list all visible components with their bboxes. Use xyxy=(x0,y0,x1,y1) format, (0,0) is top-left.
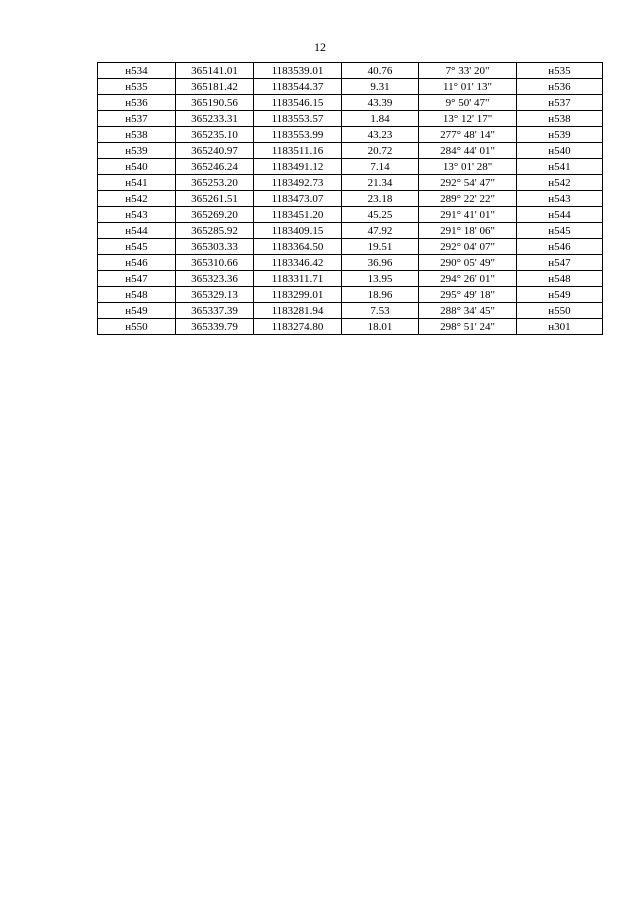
bearing-cell: 291° 18' 06" xyxy=(419,223,517,239)
point-to-cell: н549 xyxy=(517,287,603,303)
point-from-cell: н543 xyxy=(98,207,176,223)
distance-cell: 45.25 xyxy=(342,207,419,223)
table-row xyxy=(98,79,603,95)
table-row xyxy=(98,255,603,271)
bearing-cell: 7° 33' 20" xyxy=(419,63,517,79)
table-row xyxy=(98,223,603,239)
y-coordinate-cell: 1183473.07 xyxy=(254,191,342,207)
y-coordinate-cell: 1183409.15 xyxy=(254,223,342,239)
point-to-cell: н543 xyxy=(517,191,603,207)
point-from-cell: н545 xyxy=(98,239,176,255)
x-coordinate-cell: 365339.79 xyxy=(176,319,254,335)
table-row xyxy=(98,303,603,319)
coordinates-table-body xyxy=(98,63,603,335)
distance-cell: 23.18 xyxy=(342,191,419,207)
bearing-cell: 292° 54' 47" xyxy=(419,175,517,191)
distance-cell: 7.14 xyxy=(342,159,419,175)
point-from-cell: н538 xyxy=(98,127,176,143)
y-coordinate-cell: 1183553.57 xyxy=(254,111,342,127)
bearing-cell: 11° 01' 13" xyxy=(419,79,517,95)
table-row xyxy=(98,287,603,303)
point-from-cell: н540 xyxy=(98,159,176,175)
y-coordinate-cell: 1183346.42 xyxy=(254,255,342,271)
point-from-cell: н548 xyxy=(98,287,176,303)
distance-cell: 43.39 xyxy=(342,95,419,111)
y-coordinate-cell: 1183281.94 xyxy=(254,303,342,319)
y-coordinate-cell: 1183546.15 xyxy=(254,95,342,111)
table-row xyxy=(98,111,603,127)
y-coordinate-cell: 1183274.80 xyxy=(254,319,342,335)
point-from-cell: н539 xyxy=(98,143,176,159)
table-row xyxy=(98,239,603,255)
y-coordinate-cell: 1183451.20 xyxy=(254,207,342,223)
distance-cell: 18.01 xyxy=(342,319,419,335)
point-from-cell: н534 xyxy=(98,63,176,79)
x-coordinate-cell: 365190.56 xyxy=(176,95,254,111)
point-from-cell: н537 xyxy=(98,111,176,127)
table-row xyxy=(98,159,603,175)
distance-cell: 7.53 xyxy=(342,303,419,319)
distance-cell: 20.72 xyxy=(342,143,419,159)
point-from-cell: н542 xyxy=(98,191,176,207)
coordinates-table xyxy=(97,62,603,335)
y-coordinate-cell: 1183364.50 xyxy=(254,239,342,255)
y-coordinate-cell: 1183553.99 xyxy=(254,127,342,143)
y-coordinate-cell: 1183539.01 xyxy=(254,63,342,79)
distance-cell: 9.31 xyxy=(342,79,419,95)
table-row xyxy=(98,175,603,191)
y-coordinate-cell: 1183544.37 xyxy=(254,79,342,95)
point-from-cell: н544 xyxy=(98,223,176,239)
point-to-cell: н301 xyxy=(517,319,603,335)
y-coordinate-cell: 1183491.12 xyxy=(254,159,342,175)
distance-cell: 36.96 xyxy=(342,255,419,271)
bearing-cell: 13° 01' 28" xyxy=(419,159,517,175)
bearing-cell: 13° 12' 17" xyxy=(419,111,517,127)
point-to-cell: н537 xyxy=(517,95,603,111)
bearing-cell: 292° 04' 07" xyxy=(419,239,517,255)
point-to-cell: н547 xyxy=(517,255,603,271)
x-coordinate-cell: 365303.33 xyxy=(176,239,254,255)
bearing-cell: 277° 48' 14" xyxy=(419,127,517,143)
point-to-cell: н542 xyxy=(517,175,603,191)
bearing-cell: 288° 34' 45" xyxy=(419,303,517,319)
bearing-cell: 298° 51' 24" xyxy=(419,319,517,335)
point-to-cell: н545 xyxy=(517,223,603,239)
point-to-cell: н541 xyxy=(517,159,603,175)
distance-cell: 18.96 xyxy=(342,287,419,303)
y-coordinate-cell: 1183511.16 xyxy=(254,143,342,159)
bearing-cell: 289° 22' 22" xyxy=(419,191,517,207)
table-row xyxy=(98,207,603,223)
point-from-cell: н535 xyxy=(98,79,176,95)
y-coordinate-cell: 1183311.71 xyxy=(254,271,342,287)
x-coordinate-cell: 365141.01 xyxy=(176,63,254,79)
x-coordinate-cell: 365181.42 xyxy=(176,79,254,95)
bearing-cell: 290° 05' 49" xyxy=(419,255,517,271)
point-to-cell: н544 xyxy=(517,207,603,223)
point-from-cell: н547 xyxy=(98,271,176,287)
distance-cell: 19.51 xyxy=(342,239,419,255)
table-row xyxy=(98,319,603,335)
y-coordinate-cell: 1183492.73 xyxy=(254,175,342,191)
table-row xyxy=(98,191,603,207)
x-coordinate-cell: 365233.31 xyxy=(176,111,254,127)
x-coordinate-cell: 365337.39 xyxy=(176,303,254,319)
point-from-cell: н536 xyxy=(98,95,176,111)
table-row xyxy=(98,127,603,143)
x-coordinate-cell: 365329.13 xyxy=(176,287,254,303)
point-to-cell: н550 xyxy=(517,303,603,319)
bearing-cell: 295° 49' 18" xyxy=(419,287,517,303)
distance-cell: 21.34 xyxy=(342,175,419,191)
bearing-cell: 291° 41' 01" xyxy=(419,207,517,223)
x-coordinate-cell: 365261.51 xyxy=(176,191,254,207)
point-to-cell: н538 xyxy=(517,111,603,127)
bearing-cell: 9° 50' 47" xyxy=(419,95,517,111)
x-coordinate-cell: 365253.20 xyxy=(176,175,254,191)
point-to-cell: н539 xyxy=(517,127,603,143)
distance-cell: 40.76 xyxy=(342,63,419,79)
table-row xyxy=(98,143,603,159)
bearing-cell: 294° 26' 01" xyxy=(419,271,517,287)
point-to-cell: н540 xyxy=(517,143,603,159)
x-coordinate-cell: 365285.92 xyxy=(176,223,254,239)
y-coordinate-cell: 1183299.01 xyxy=(254,287,342,303)
point-from-cell: н549 xyxy=(98,303,176,319)
point-from-cell: н541 xyxy=(98,175,176,191)
distance-cell: 47.92 xyxy=(342,223,419,239)
distance-cell: 43.23 xyxy=(342,127,419,143)
x-coordinate-cell: 365235.10 xyxy=(176,127,254,143)
point-from-cell: н550 xyxy=(98,319,176,335)
point-to-cell: н546 xyxy=(517,239,603,255)
point-to-cell: н535 xyxy=(517,63,603,79)
x-coordinate-cell: 365323.36 xyxy=(176,271,254,287)
bearing-cell: 284° 44' 01" xyxy=(419,143,517,159)
distance-cell: 1.84 xyxy=(342,111,419,127)
page-number: 12 xyxy=(314,40,326,54)
point-to-cell: н536 xyxy=(517,79,603,95)
x-coordinate-cell: 365246.24 xyxy=(176,159,254,175)
point-from-cell: н546 xyxy=(98,255,176,271)
point-to-cell: н548 xyxy=(517,271,603,287)
distance-cell: 13.95 xyxy=(342,271,419,287)
table-row xyxy=(98,95,603,111)
x-coordinate-cell: 365310.66 xyxy=(176,255,254,271)
x-coordinate-cell: 365269.20 xyxy=(176,207,254,223)
x-coordinate-cell: 365240.97 xyxy=(176,143,254,159)
table-row xyxy=(98,271,603,287)
table-row xyxy=(98,63,603,79)
